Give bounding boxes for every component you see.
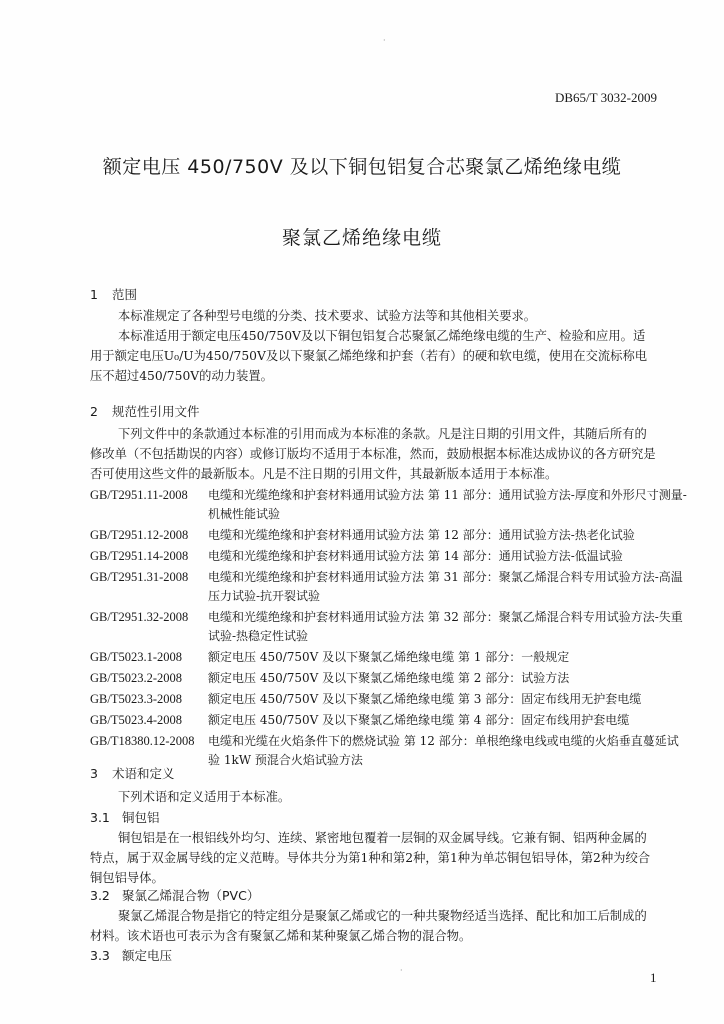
paragraph: 本标准规定了各种型号电缆的分类、技术要求、试验方法等和其他相关要求。 — [118, 309, 537, 323]
section-1-heading — [90, 285, 137, 303]
reference-item — [90, 486, 690, 524]
document-code: DB65/T 3032-2009 — [555, 90, 657, 105]
reference-item — [90, 711, 690, 730]
reference-title: 电缆和光缆绝缘和护套材料通用试验方法 第 11 部分：通用试验方法-厚度和外形尺寸测量-机械性能试验 — [208, 488, 687, 521]
term-number: 3.3 — [90, 948, 110, 963]
section-title: 规范性引用文件 — [112, 404, 200, 419]
reference-code: GB/T5023.3-2008 — [90, 692, 183, 706]
term-number: 3.2 — [90, 888, 110, 903]
term-title: 额定电压 — [122, 948, 173, 963]
reference-title: 额定电压 450/750V 及以下聚氯乙烯绝缘电缆 第 3 部分：固定布线用无护套电缆 — [208, 692, 642, 706]
reference-item — [90, 690, 690, 709]
section-number: 1 — [90, 287, 98, 302]
term-title: 聚氯乙烯混合物（PVC） — [122, 888, 260, 903]
term-title: 铜包铝 — [122, 810, 160, 825]
reference-item — [90, 568, 690, 606]
section-3-heading — [90, 764, 175, 782]
paragraph: 本标准适用于额定电压450/750V及以下铜包铝复合芯聚氯乙烯绝缘电缆的生产、检验和应用。适用于额定电压U₀/U为450/750V及以下聚氯乙烯绝缘和护套（若有）的硬和软电缆，使用在交流标称电压不超过450/750V的动力装置。 — [90, 329, 648, 383]
reference-code: GB/T5023.1-2008 — [90, 650, 183, 664]
reference-item — [90, 547, 690, 566]
reference-title: 额定电压 450/750V 及以下聚氯乙烯绝缘电缆 第 4 部分：固定布线用护套电缆 — [208, 713, 630, 727]
reference-code: GB/T2951.32-2008 — [90, 610, 189, 624]
reference-item — [90, 648, 690, 667]
reference-title: 电缆和光缆绝缘和护套材料通用试验方法 第 32 部分：聚氯乙烯混合料专用试验方法-失重试验-热稳定性试验 — [208, 610, 683, 643]
term-3-1-heading — [90, 808, 160, 826]
reference-item — [90, 732, 690, 770]
reference-code: GB/T2951.14-2008 — [90, 549, 189, 563]
term-number: 3.1 — [90, 810, 110, 825]
paragraph: 下列术语和定义适用于本标准。 — [118, 790, 291, 804]
reference-title: 电缆和光缆绝缘和护套材料通用试验方法 第 31 部分：聚氯乙烯混合料专用试验方法-高温压力试验-抗开裂试验 — [208, 570, 683, 603]
reference-item — [90, 608, 690, 646]
paragraph: 聚氯乙烯混合物是指它的特定组分是聚氯乙烯或它的一种共聚物经适当选择、配比和加工后制成的材料。该术语也可表示为含有聚氯乙烯和某种聚氯乙烯合物的混合物。 — [90, 909, 647, 943]
document-subtitle: 聚氯乙烯绝缘电缆 — [281, 227, 442, 249]
reference-code: GB/T5023.4-2008 — [90, 713, 183, 727]
section-number: 3 — [90, 766, 98, 781]
reference-code: GB/T2951.11-2008 — [90, 488, 188, 502]
section-number: 2 — [90, 404, 98, 419]
reference-code: GB/T2951.12-2008 — [90, 528, 189, 542]
reference-code: GB/T2951.31-2008 — [90, 570, 189, 584]
reference-title: 额定电压 450/750V 及以下聚氯乙烯绝缘电缆 第 1 部分：一般规定 — [208, 650, 570, 664]
paragraph: 下列文件中的条款通过本标准的引用而成为本标准的条款。凡是注日期的引用文件，其随后所有的修改单（不包括勘误的内容）或修订版均不适用于本标准，然而，鼓励根据本标准达成协议的各方研究是否可使用这些文件的最新版本。凡是不注日期的引用文件，其最新版本适用于本标准。 — [90, 427, 656, 481]
reference-item — [90, 526, 690, 545]
reference-title: 电缆和光缆在火焰条件下的燃烧试验 第 12 部分：单根绝缘电线或电缆的火焰垂直蔓延试验 1kW 预混合火焰试验方法 — [208, 734, 679, 767]
paragraph: 铜包铝是在一根铝线外均匀、连续、紧密地包覆着一层铜的双金属导线。它兼有铜、铝两种金属的特点，属于双金属导线的定义范畴。导体共分为第1种和第2种，第1种为单芯铜包铝导体，第2种为绞合铜包铝导体。 — [90, 831, 651, 885]
section-2-heading — [90, 402, 200, 420]
page-number: 1 — [650, 970, 657, 985]
reference-code: GB/T5023.2-2008 — [90, 671, 183, 685]
term-3-2-heading — [90, 886, 259, 904]
section-title: 术语和定义 — [112, 766, 175, 781]
reference-item — [90, 669, 690, 688]
section-title: 范围 — [112, 287, 138, 302]
reference-code: GB/T18380.12-2008 — [90, 734, 195, 748]
scan-speck: · — [400, 966, 403, 975]
reference-title: 电缆和光缆绝缘和护套材料通用试验方法 第 14 部分：通用试验方法-低温试验 — [208, 549, 623, 563]
reference-list — [90, 486, 690, 772]
scan-speck: · — [383, 36, 386, 45]
document-title: 额定电压 450/750V 及以下铜包铝复合芯聚氯乙烯绝缘电缆 — [102, 156, 622, 178]
term-3-3-heading — [90, 946, 172, 964]
reference-title: 电缆和光缆绝缘和护套材料通用试验方法 第 12 部分：通用试验方法-热老化试验 — [208, 528, 635, 542]
reference-title: 额定电压 450/750V 及以下聚氯乙烯绝缘电缆 第 2 部分：试验方法 — [208, 671, 570, 685]
